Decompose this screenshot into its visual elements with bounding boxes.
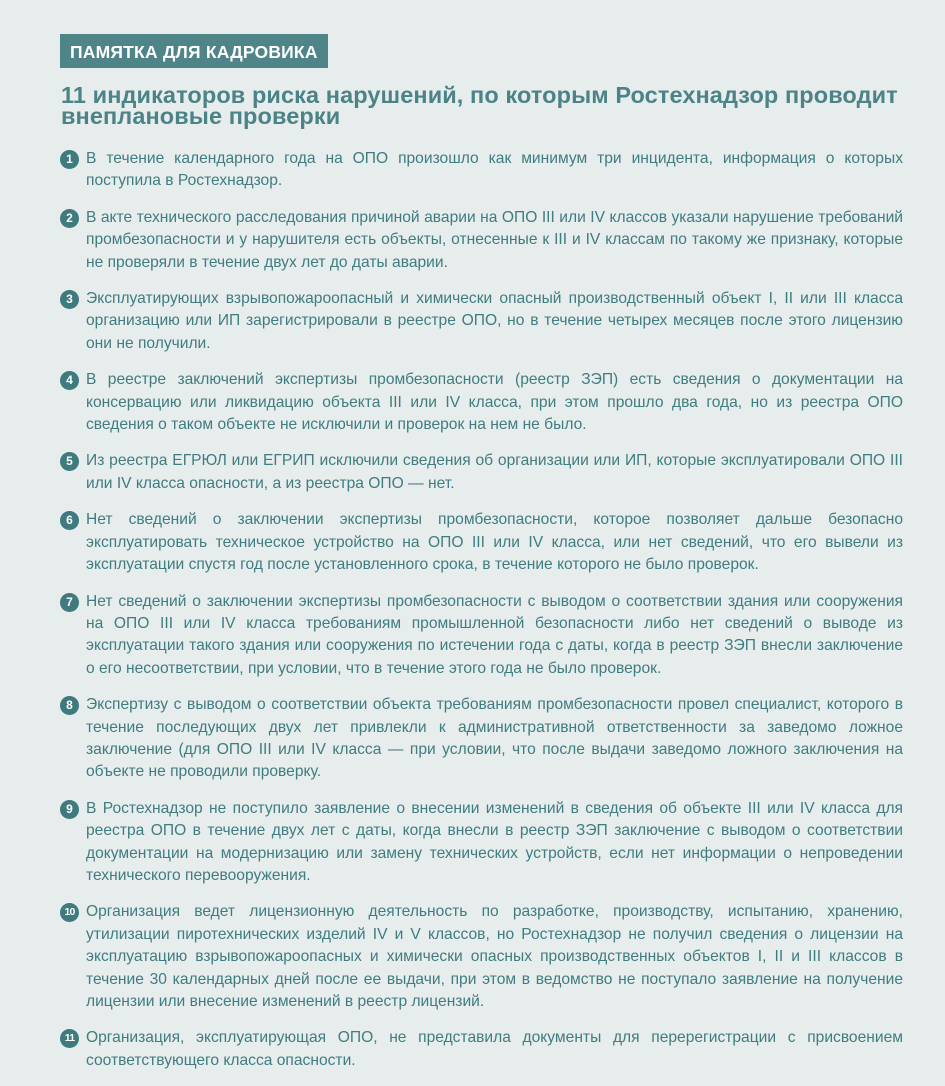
item-text: В реестре заключений экспертизы промбезопасности (реестр ЗЭП) есть сведения о документации на консервацию или ликвидацию объекта III или IV класса, при этом прошло два года, но из реестра ОПО сведения о таком объекте не исключили и проверок на нем не было. — [86, 371, 903, 434]
number-3-icon: 3 — [60, 290, 79, 309]
list-item — [60, 207, 903, 274]
memo-page — [60, 34, 903, 1086]
list-item — [60, 509, 903, 576]
list-item — [60, 450, 903, 495]
item-text: Организация, эксплуатирующая ОПО, не представила документы для перерегистрации с присвоением соответствующего класса опасности. — [86, 1029, 903, 1069]
number-11-icon: 11 — [60, 1029, 79, 1048]
item-text: Нет сведений о заключении экспертизы промбезопасности, которое позволяет дальше безопасно эксплуатировать техническое устройство на ОПО III или IV класса, или нет сведений, что его вывели из эксплуатации спустя год после установленного срока, в течение которого не было проверок. — [86, 511, 903, 574]
list-item — [60, 1027, 903, 1072]
list-item — [60, 288, 903, 355]
risk-indicator-list — [60, 148, 903, 1072]
item-text: В акте технического расследования причиной аварии на ОПО III или IV классов указали нарушение требований промбезопасности и у нарушителя есть объекты, отнесенные к III и IV классам по такому же признаку, которые не проверяли в течение двух лет до даты аварии. — [86, 208, 903, 271]
item-text: Из реестра ЕГРЮЛ или ЕГРИП исключили сведения об организации или ИП, которые эксплуатировали ОПО III или IV класса опасности, а из реестра ОПО — нет. — [86, 452, 903, 492]
item-text: Организация ведет лицензионную деятельность по разработке, производству, испытанию, хранению, утилизации пиротехнических изделий IV и V классов, но Ростехнадзор не получил сведения о лицензии на эксплуатацию взрывопожароопасных и химически опасных производственных объектов I, II и III классов в течение 30 календарных дней после ее выдачи, при этом в ведомство не поступало заявление на получение лицензии или внесение изменений в реестр лицензий. — [86, 903, 903, 1010]
item-text: Эксплуатирующих взрывопожароопасный и химически опасный производственный объект I, II или III класса организацию или ИП зарегистрировали в реестре ОПО, но в течение четырех месяцев после этого лицензию они не получили. — [86, 290, 903, 352]
page-title: 11 индикаторов риска нарушений, по которым Ростехнадзор проводит внеплановые проверки — [61, 82, 898, 129]
memo-badge: ПАМЯТКА ДЛЯ КАДРОВИКА — [60, 34, 328, 68]
number-5-icon: 5 — [60, 452, 79, 471]
number-8-icon: 8 — [60, 696, 79, 715]
number-2-icon: 2 — [60, 209, 79, 228]
number-4-icon: 4 — [60, 371, 79, 390]
list-item — [60, 591, 903, 681]
list-item — [60, 901, 903, 1013]
number-6-icon: 6 — [60, 511, 79, 530]
list-item — [60, 369, 903, 436]
item-text: В течение календарного года на ОПО произошло как минимум три инцидента, информация о которых поступила в Ростехнадзор. — [86, 150, 903, 190]
number-9-icon: 9 — [60, 800, 79, 819]
list-item — [60, 798, 903, 888]
number-1-icon: 1 — [60, 150, 79, 169]
item-text: В Ростехнадзор не поступило заявление о внесении изменений в сведения об объекте III или IV класса для реестра ОПО в течение двух лет с даты, когда внесли в реестр ЗЭП заключение с выводом о соответствии документации на модернизацию или замену технических устройств, если нет информации о непроведении технического перевооружения. — [86, 799, 903, 884]
item-text: Экспертизу с выводом о соответствии объекта требованиям промбезопасности провел специалист, которого в течение последующих двух лет привлекли к административной ответственности за заведомо ложное заключение (для ОПО III или IV класса — при условии, что после выдачи заведомо ложного заключения на объекте не проводили проверку. — [86, 696, 903, 781]
list-item — [60, 694, 903, 784]
list-item — [60, 148, 903, 193]
item-text: Нет сведений о заключении экспертизы промбезопасности с выводом о соответствии здания или сооружения на ОПО III или IV класса требованиям промышленной безопасности либо нет сведений о выводе из эксплуатации такого здания или сооружения по истечении года с даты, когда в реестр ЗЭП внесли заключение о его несоответствии, при условии, что в течение этого года не было проверок. — [86, 592, 903, 677]
number-7-icon: 7 — [60, 593, 79, 612]
number-10-icon: 10 — [60, 903, 79, 922]
